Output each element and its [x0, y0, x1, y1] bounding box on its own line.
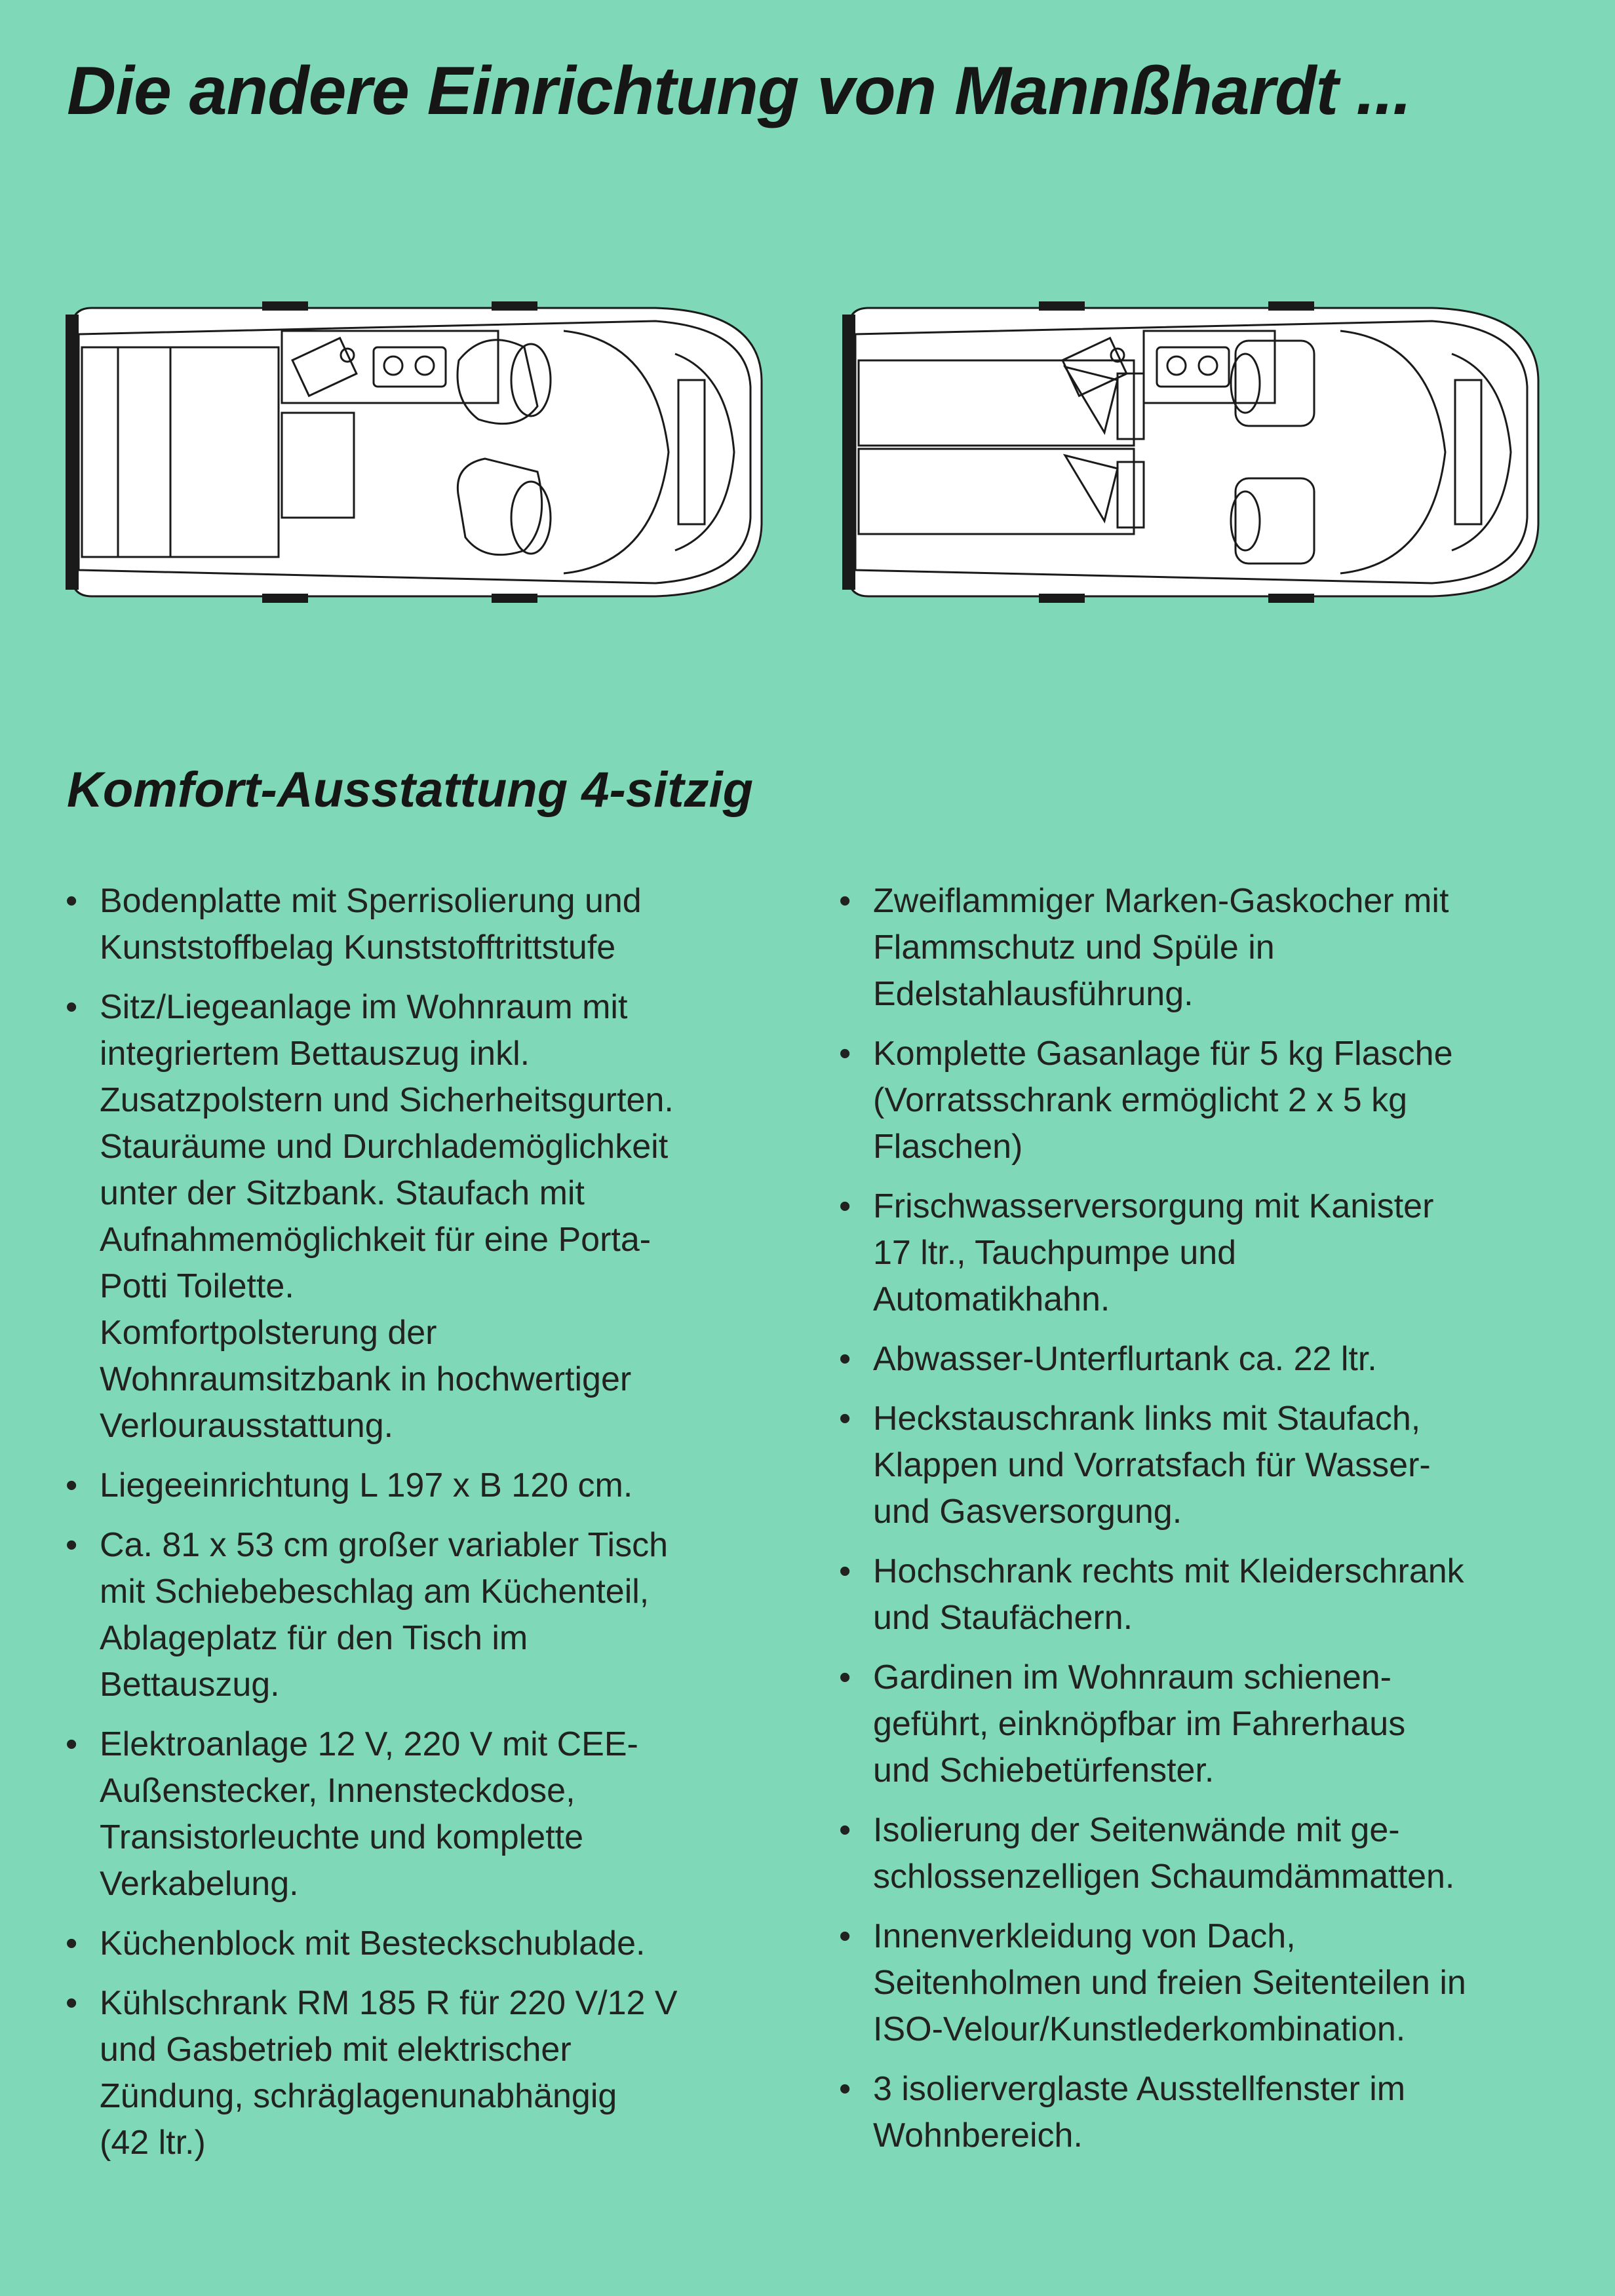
list-item: [839, 2066, 1560, 2159]
list-item-text: • Isolierung der Seitenwände mit ge- schlossenzelligen Schaumdämmatten.: [873, 1811, 1455, 1896]
list-item: [839, 1807, 1560, 1900]
list-item-text: • Heckstauschrank links mit Staufach, Klappen und Vorratsfach für Wasser- und Gasversorgung.: [873, 1400, 1431, 1531]
list-item: [66, 1721, 760, 1907]
list-item: [839, 1336, 1560, 1383]
list-item: [66, 1522, 760, 1708]
list-item-text: • Hochschrank rechts mit Kleiderschrank und Staufächern.: [873, 1552, 1464, 1637]
list-item-text: • Liegeeinrichtung L 197 x B 120 cm.: [100, 1466, 633, 1504]
list-item-text: • Bodenplatte mit Sperrisolierung und Kunststoffbelag Kunststofftrittstufe: [100, 882, 642, 966]
list-item: [839, 1031, 1560, 1170]
list-item: [66, 1463, 760, 1509]
list-item-text: • Küchenblock mit Besteckschublade.: [100, 1924, 646, 1962]
list-item-text: • Zweiflammiger Marken-Gaskocher mit Flammschutz und Spüle in Edelstahlausführung.: [873, 882, 1449, 1013]
list-item-text: • 3 isolierverglaste Ausstellfenster im Wohnbereich.: [873, 2070, 1406, 2154]
list-item-text: • Ca. 81 x 53 cm großer variabler Tisch mit Schiebebeschlag am Küchenteil, Ablageplatz für den Tisch im Bettauszug.: [100, 1526, 668, 1704]
list-item: [839, 1396, 1560, 1535]
list-item: [839, 1655, 1560, 1794]
list-item-text: • Elektroanlage 12 V, 220 V mit CEE- Außenstecker, Innensteckdose, Transistorleuchte und komplette Verkabelung.: [100, 1725, 638, 1903]
floor-plans: [66, 301, 1547, 603]
list-item-text: • Komplette Gasanlage für 5 kg Flasche (Vorratsschrank ermöglicht 2 x 5 kg Flaschen): [873, 1035, 1453, 1166]
floor-plan-seating: [66, 301, 767, 603]
van-floor-plan-sleeping-drawing: [842, 301, 1544, 603]
list-item: [839, 878, 1560, 1018]
page-title: Die andere Einrichtung von Mannßhardt ...: [67, 53, 1411, 129]
list-item-text: • Frischwasserversorgung mit Kanister 17 ltr., Tauchpumpe und Automatikhahn.: [873, 1187, 1434, 1318]
list-item-text: • Innenverkleidung von Dach, Seitenholmen und freien Seitenteilen in ISO-Velour/Kunstlederkombination.: [873, 1917, 1466, 2048]
list-item: [66, 1921, 760, 1967]
list-item: [66, 984, 760, 1449]
list-item: [839, 1183, 1560, 1323]
list-item: [839, 1913, 1560, 2053]
feature-list-left: [66, 878, 760, 2179]
list-item-text: • Sitz/Liegeanlage im Wohnraum mit integriertem Bettauszug inkl. Zusatzpolstern und Sicherheitsgurten. Stauräume und Durchlademöglichkeit unter der Sitzbank. Staufach mit Aufnahmemöglichkeit für eine Porta- Potti Toilette. Komfortpolsterung der Wohnraumsitzbank in hochwertiger Verlourausstattung.: [100, 988, 674, 1445]
list-item: [839, 1548, 1560, 1641]
list-item-text: • Gardinen im Wohnraum schienen- geführt, einknöpfbar im Fahrerhaus und Schiebetürfenster.: [873, 1658, 1406, 1789]
list-item-text: • Abwasser-Unterflurtank ca. 22 ltr.: [873, 1340, 1377, 1378]
feature-list-right: [839, 878, 1560, 2172]
section-heading: Komfort-Ausstattung 4-sitzig: [67, 762, 754, 818]
list-item: [66, 1980, 760, 2166]
list-item: [66, 878, 760, 971]
floor-plan-sleeping: [842, 301, 1544, 603]
van-floor-plan-seating-drawing: [66, 301, 767, 603]
list-item-text: • Kühlschrank RM 185 R für 220 V/12 V und Gasbetrieb mit elektrischer Zündung, schräglagenunabhängig (42 ltr.): [100, 1984, 678, 2162]
